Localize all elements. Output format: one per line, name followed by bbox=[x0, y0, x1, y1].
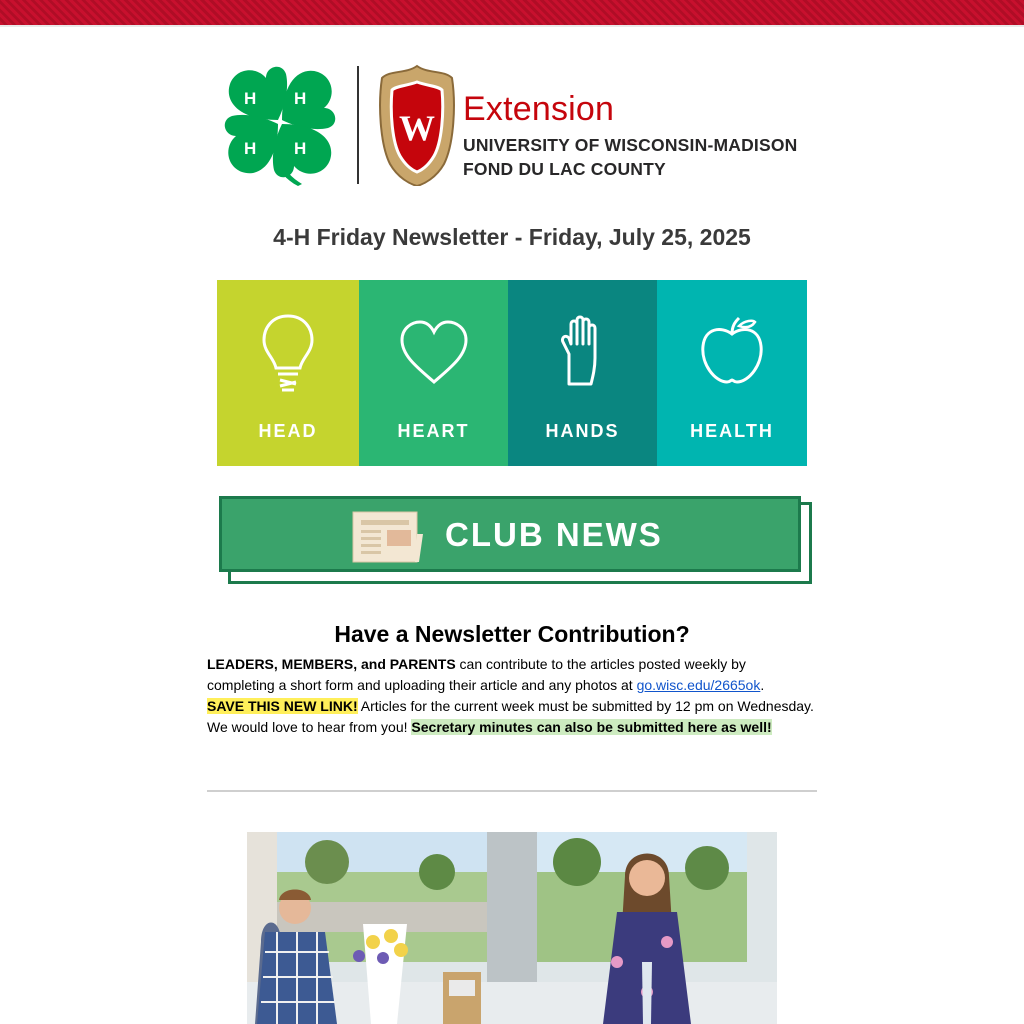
lightbulb-icon bbox=[260, 312, 316, 392]
logo-divider bbox=[357, 66, 359, 184]
four-h-pillars-banner bbox=[217, 280, 807, 466]
audience-label: LEADERS, MEMBERS, and PARENTS bbox=[207, 656, 456, 672]
club-news-label: CLUB NEWS bbox=[445, 516, 663, 553]
svg-text:H: H bbox=[294, 89, 307, 108]
county-name: FOND DU LAC COUNTY bbox=[463, 159, 666, 179]
pillar-health bbox=[657, 280, 807, 466]
4h-clover-icon bbox=[220, 62, 340, 186]
pillar-label: HEALTH bbox=[690, 421, 774, 441]
pillar-heart bbox=[359, 280, 508, 466]
body-text: . bbox=[760, 677, 765, 693]
hand-icon bbox=[557, 314, 609, 388]
extension-title: Extension bbox=[463, 90, 615, 128]
pillar-label: HEART bbox=[397, 421, 470, 441]
newsletter-title: 4-H Friday Newsletter - Friday, July 25, 2025 bbox=[273, 224, 751, 250]
pillar-head bbox=[217, 280, 359, 466]
pillar-label: HANDS bbox=[545, 421, 620, 441]
newspaper-icon bbox=[351, 510, 425, 564]
body-text: Articles for the current week must be submitted by 12 pm on Wednesday. We would love to hear from you! bbox=[207, 698, 814, 735]
save-link-highlight: SAVE THIS NEW LINK! bbox=[207, 698, 358, 714]
apple-icon bbox=[699, 316, 765, 386]
crest-letter: W bbox=[399, 108, 435, 148]
section-divider bbox=[207, 790, 817, 792]
uw-crest-icon bbox=[378, 64, 456, 186]
pillar-label: HEAD bbox=[258, 421, 318, 441]
header-logos bbox=[220, 62, 810, 188]
contribution-body bbox=[207, 654, 817, 738]
body-text: can contribute to the articles posted weekly by completing a short form and uploading their article and any photos at bbox=[207, 656, 746, 693]
svg-text:H: H bbox=[244, 139, 257, 158]
club-news-banner bbox=[219, 496, 811, 584]
submission-link[interactable]: go.wisc.edu/2665ok bbox=[636, 677, 761, 693]
member-photo bbox=[247, 832, 777, 1024]
university-name: UNIVERSITY OF WISCONSIN-MADISON bbox=[463, 135, 798, 155]
top-stripe-border bbox=[0, 0, 1024, 25]
svg-text:H: H bbox=[294, 139, 307, 158]
heart-icon bbox=[398, 318, 470, 388]
contribution-heading: Have a Newsletter Contribution? bbox=[334, 621, 690, 647]
photo-illustration bbox=[247, 832, 777, 1024]
svg-text:H: H bbox=[244, 89, 257, 108]
secretary-minutes-highlight: Secretary minutes can also be submitted here as well! bbox=[411, 719, 772, 735]
pillar-hands bbox=[508, 280, 657, 466]
